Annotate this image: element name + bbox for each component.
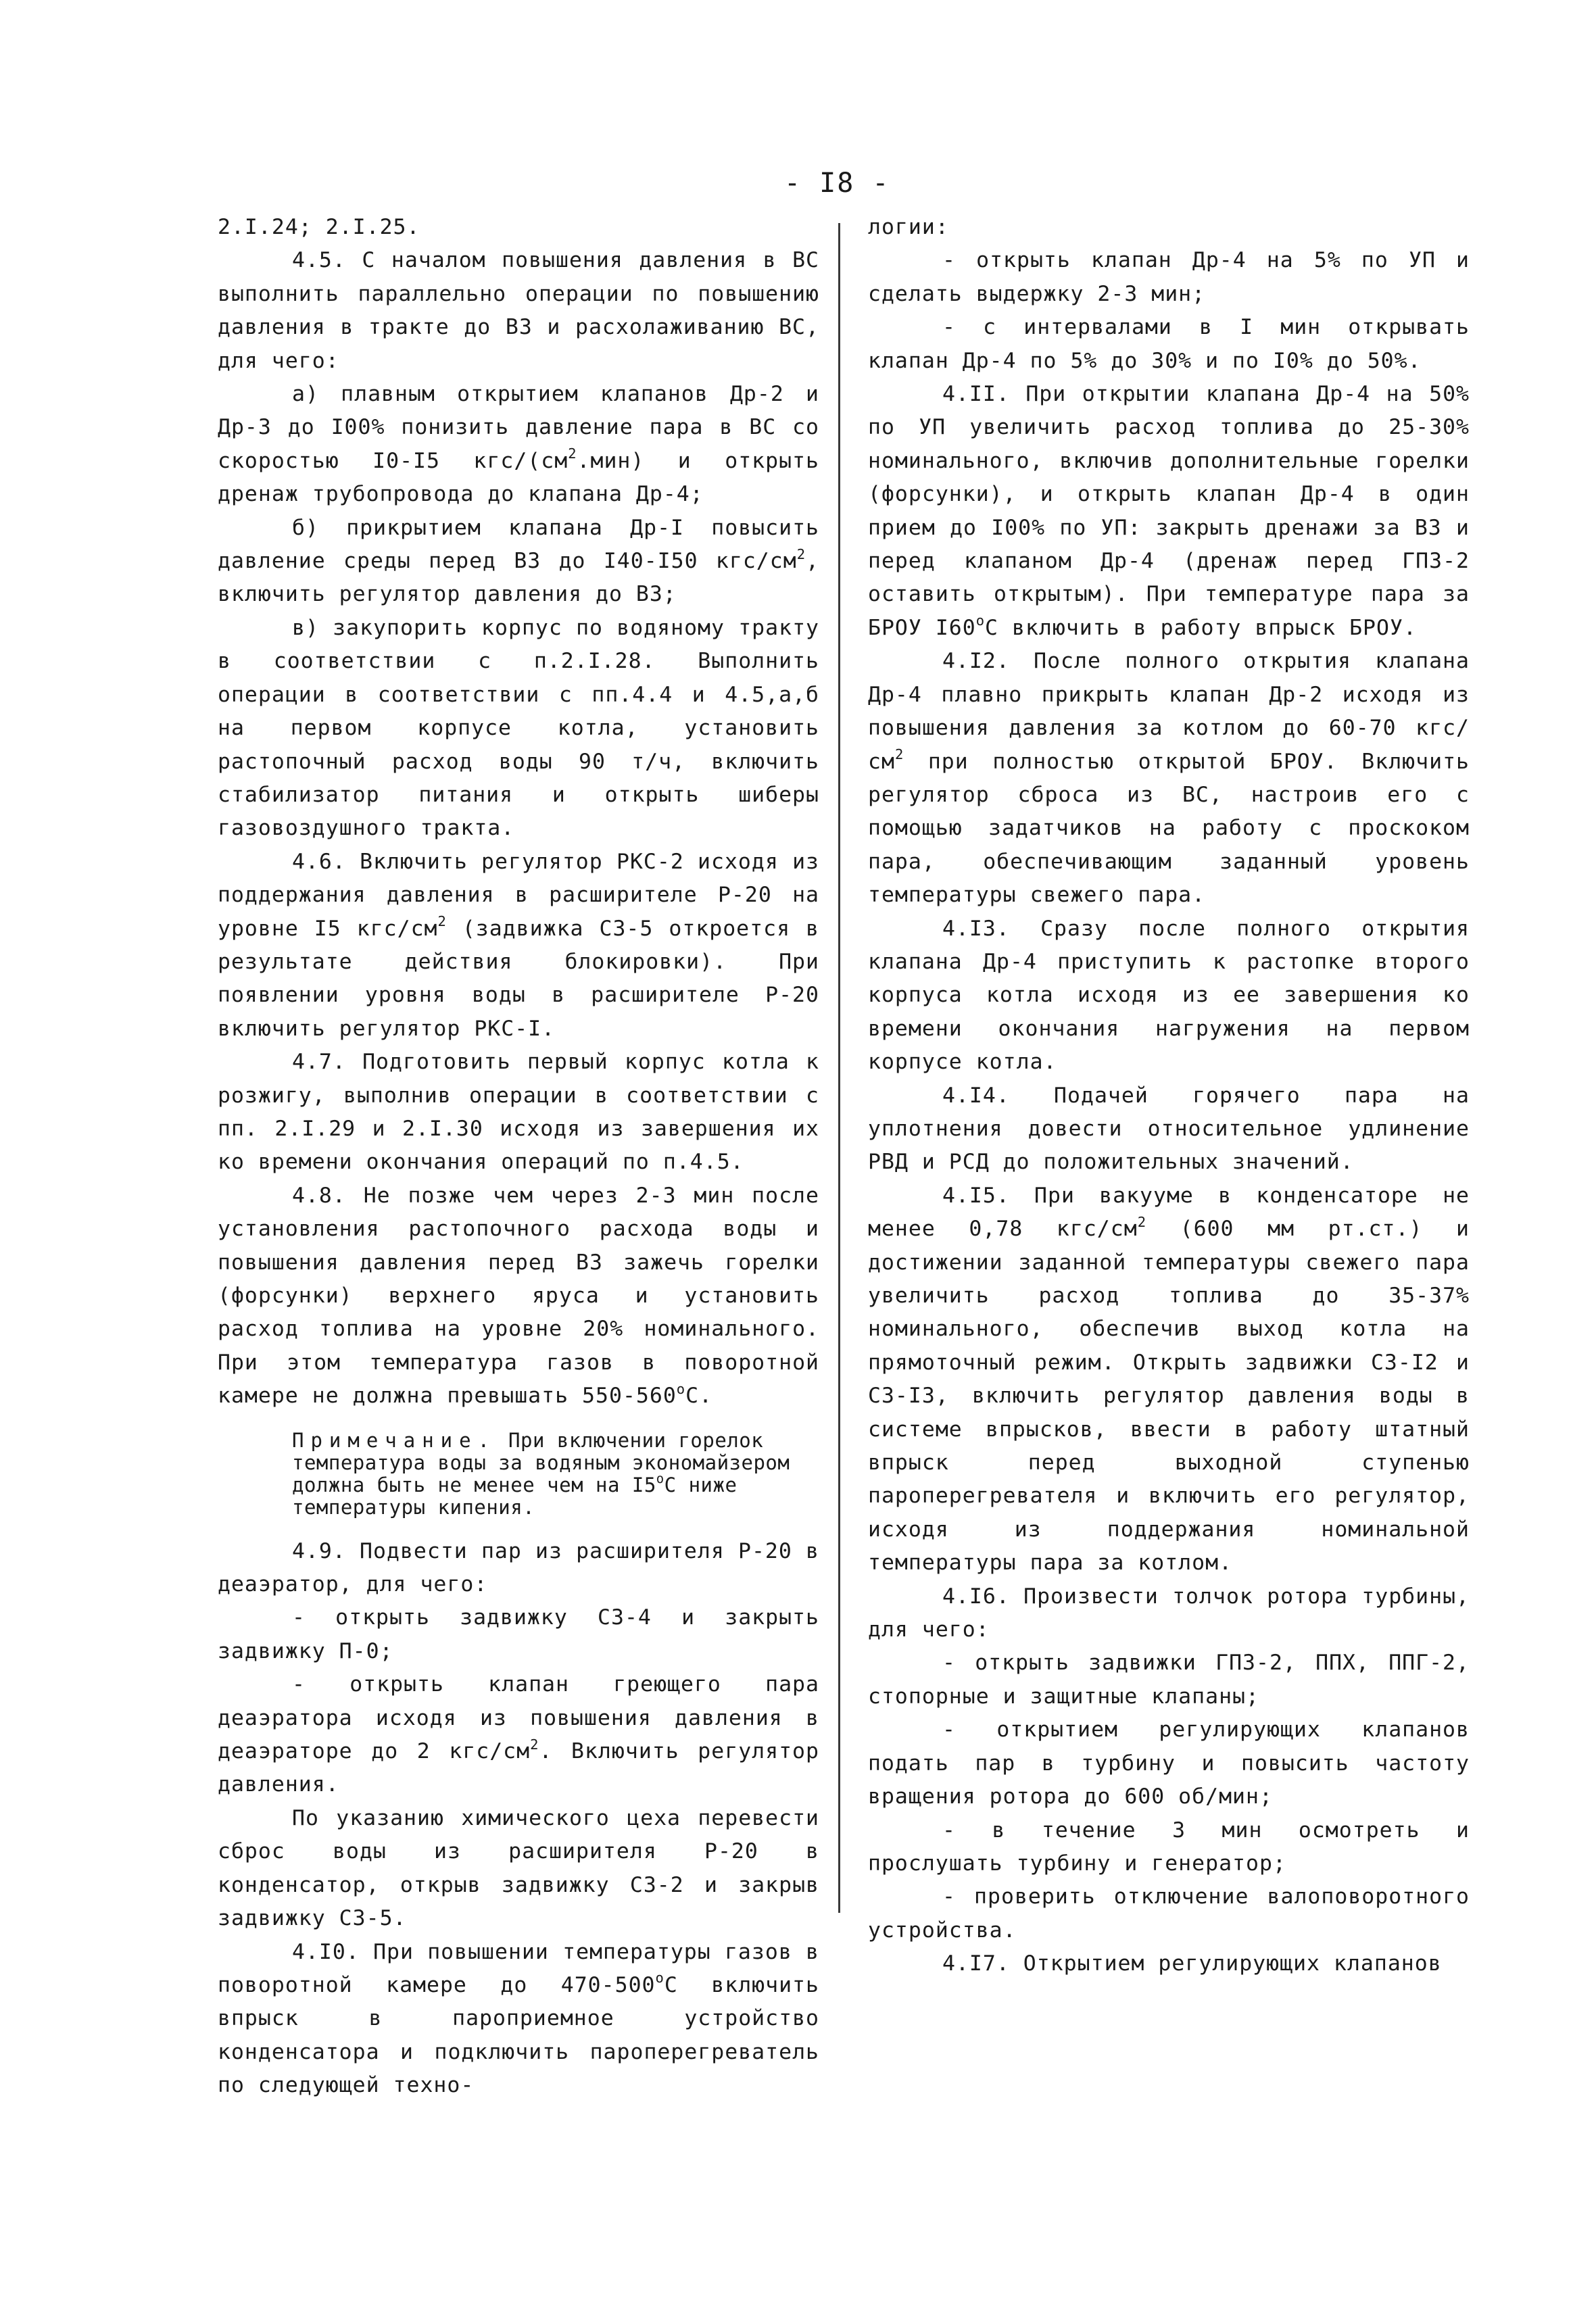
text-run: С включить впрыск в пароприемное устройство конденсатора и подключить пароперегреватель по следующей техно- bbox=[218, 1972, 819, 2098]
paragraph: 4.9. Подвести пар из расширителя Р-20 в деаэратор, для чего: bbox=[218, 1538, 819, 1597]
paragraph: 4.5. С началом повышения давления в ВС выполнить параллельно операции по повышению давления в тракте до ВЗ и расхолаживанию ВС, для чего: bbox=[218, 248, 819, 373]
page-number: - I8 - bbox=[784, 168, 890, 199]
superscript: 2 bbox=[437, 912, 447, 929]
paragraph bbox=[218, 1668, 819, 1802]
paragraph: 4.I6. Произвести толчок ротора турбины, для чего: bbox=[868, 1584, 1470, 1642]
text-run: . Включить регулятор давления. bbox=[218, 1739, 819, 1797]
paragraph bbox=[868, 378, 1470, 645]
note bbox=[292, 1430, 819, 1519]
text-run: - открыть клапан греющего пара деаэратора исходя из повышения давления в деаэраторе до 2 кгс/см bbox=[218, 1672, 819, 1764]
paragraph: 4.I4. Подачей горячего пара на уплотнения довести относительное удлинение РВД и РСД до положительных значений. bbox=[868, 1083, 1470, 1175]
superscript: 2 bbox=[894, 746, 904, 762]
superscript: о bbox=[656, 1472, 664, 1487]
paragraph: - проверить отключение валоповоротного устройства. bbox=[868, 1884, 1470, 1943]
superscript: 2 bbox=[530, 1736, 539, 1753]
text-run: .мин) и открыть дренаж трубопровода до клапана Др-4; bbox=[218, 448, 819, 507]
paragraph: 4.7. Подготовить первый корпус котла к розжигу, выполнив операции в соответствии с пп. 2.I.29 и 2.I.30 исходя из завершения их ко времени окончания операций по п.4.5. bbox=[218, 1050, 819, 1175]
text-run: 4.I2. После полного открытия клапана Др-4 плавно прикрыть клапан Др-2 исходя из повышения давления за котлом до 60-70 кгс/см bbox=[868, 649, 1470, 774]
paragraph: 4.I3. Сразу после полного открытия клапана Др-4 приступить к растопке второго корпуса котла исходя из ее завершения ко времени окончания нагружения на первом корпусе котла. bbox=[868, 916, 1470, 1075]
superscript: 2 bbox=[796, 545, 806, 562]
column-divider bbox=[838, 223, 840, 1913]
text-run: 4.I0. При повышении температуры газов в поворотной камере до 470-500 bbox=[218, 1939, 819, 1997]
paragraph bbox=[868, 645, 1470, 912]
paragraph: - открытием регулирующих клапанов подать пар в турбину и повысить частоту вращения ротора до 600 об/мин; bbox=[868, 1717, 1470, 1809]
paragraph bbox=[218, 1179, 819, 1413]
right-column bbox=[868, 211, 1470, 1981]
note-label: Примечание. bbox=[292, 1428, 497, 1452]
paragraph bbox=[868, 1179, 1470, 1580]
superscript: 2 bbox=[568, 445, 577, 462]
superscript: о bbox=[676, 1380, 686, 1397]
text-run: С. bbox=[685, 1384, 713, 1409]
text-run: б) прикрытием клапана Др-I повысить давление среды перед ВЗ до I40-I50 кгс/см bbox=[218, 515, 819, 574]
paragraph bbox=[218, 378, 819, 512]
text-run: (600 мм рт.ст.) и достижении заданной температуры свежего пара увеличить расход топлива до 35-37% номинального, обеспечив выход котла на прямоточный режим. Открыть задвижки СЗ-I2 и СЗ-I3, включить регулятор давления воды в системе впрысков, ввести в работу штатный впрыск перед выходной ступенью пароперегревателя и включить его регулятор, исходя из поддержания номинальной температуры пара за котлом. bbox=[868, 1217, 1470, 1576]
text-run: (задвижка СЗ-5 откроется в результате действия блокировки). При появлении уровня воды в расширителе Р-20 включить регулятор РКС-I. bbox=[218, 916, 819, 1041]
paragraph: - в течение 3 мин осмотреть и прослушать турбину и генератор; bbox=[868, 1818, 1470, 1876]
left-column bbox=[218, 211, 819, 2103]
paragraph: - открыть задвижки ГПЗ-2, ППХ, ППГ-2, стопорные и защитные клапаны; bbox=[868, 1651, 1470, 1709]
text-run: 4.8. Не позже чем через 2-3 мин после установления растопочного расхода воды и повышения давления перед ВЗ зажечь горелки (форсунки) верхнего яруса и установить расход топлива на уровне 20% номинального. При этом температура газов в поворотной камере не должна превышать 550-560 bbox=[218, 1183, 819, 1409]
text-run: при полностью открытой БРОУ. Включить регулятор сброса из ВС, настроив его с помощью задатчиков на работу с проскоком пара, обеспечивающим заданный уровень температуры свежего пара. bbox=[868, 749, 1470, 908]
text-run: 4.6. Включить регулятор РКС-2 исходя из поддержания давления в расширителе Р-20 на уровне I5 кгс/см bbox=[218, 849, 819, 941]
paragraph bbox=[218, 512, 819, 612]
text-run: , включить регулятор давления до ВЗ; bbox=[218, 549, 819, 607]
superscript: 2 bbox=[1137, 1213, 1147, 1230]
paragraph: логии: bbox=[868, 215, 949, 239]
text-run: 4.I5. При вакууме в конденсаторе не менее 0,78 кгс/см bbox=[868, 1183, 1470, 1242]
paragraph: - открыть задвижку СЗ-4 и закрыть задвижку П-0; bbox=[218, 1605, 819, 1663]
paragraph: По указанию химического цеха перевести сброс воды из расширителя Р-20 в конденсатор, открыв задвижку СЗ-2 и закрыв задвижку СЗ-5. bbox=[218, 1805, 819, 1931]
paragraph: 2.I.24; 2.I.25. bbox=[218, 215, 420, 239]
paragraph bbox=[218, 1936, 819, 2103]
paragraph bbox=[218, 846, 819, 1046]
paragraph: - с интервалами в I мин открывать клапан Др-4 по 5% до 30% и по I0% до 50%. bbox=[868, 315, 1470, 373]
note-text: При включении горелок температура воды за водяным экономайзером должна быть не менее чем на I5 bbox=[292, 1428, 790, 1496]
note-text: С ниже температуры кипения. bbox=[292, 1473, 737, 1519]
text-run: 4.II. При открытии клапана Др-4 на 50% по УП увеличить расход топлива до 25-30% номинального, включив дополнительные горелки (форсунки), и открыть клапан Др-4 в один прием до I00% по УП: закрыть дренажи за ВЗ и перед клапаном Др-4 (дренаж перед ГПЗ-2 оставить открытым). При температуре пара за БРОУ I60 bbox=[868, 382, 1470, 640]
paragraph: в) закупорить корпус по водяному тракту в соответствии с п.2.I.28. Выполнить операции в соответствии с пп.4.4 и 4.5,а,б на первом корпусе котла, установить растопочный расход воды 90 т/ч, включить стабилизатор питания и открыть шиберы газовоздушного тракта. bbox=[218, 615, 819, 841]
paragraph: - открыть клапан Др-4 на 5% по УП и сделать выдержку 2-3 мин; bbox=[868, 248, 1470, 306]
text-run: а) плавным открытием клапанов Др-2 и Др-3 до I00% понизить давление пара в ВС со скоростью I0-I5 кгс/(см bbox=[218, 382, 819, 473]
paragraph: 4.I7. Открытием регулирующих клапанов bbox=[942, 1951, 1442, 1976]
superscript: о bbox=[655, 1970, 664, 1987]
text-run: С включить в работу впрыск БРОУ. bbox=[985, 615, 1417, 640]
superscript: о bbox=[975, 612, 986, 629]
